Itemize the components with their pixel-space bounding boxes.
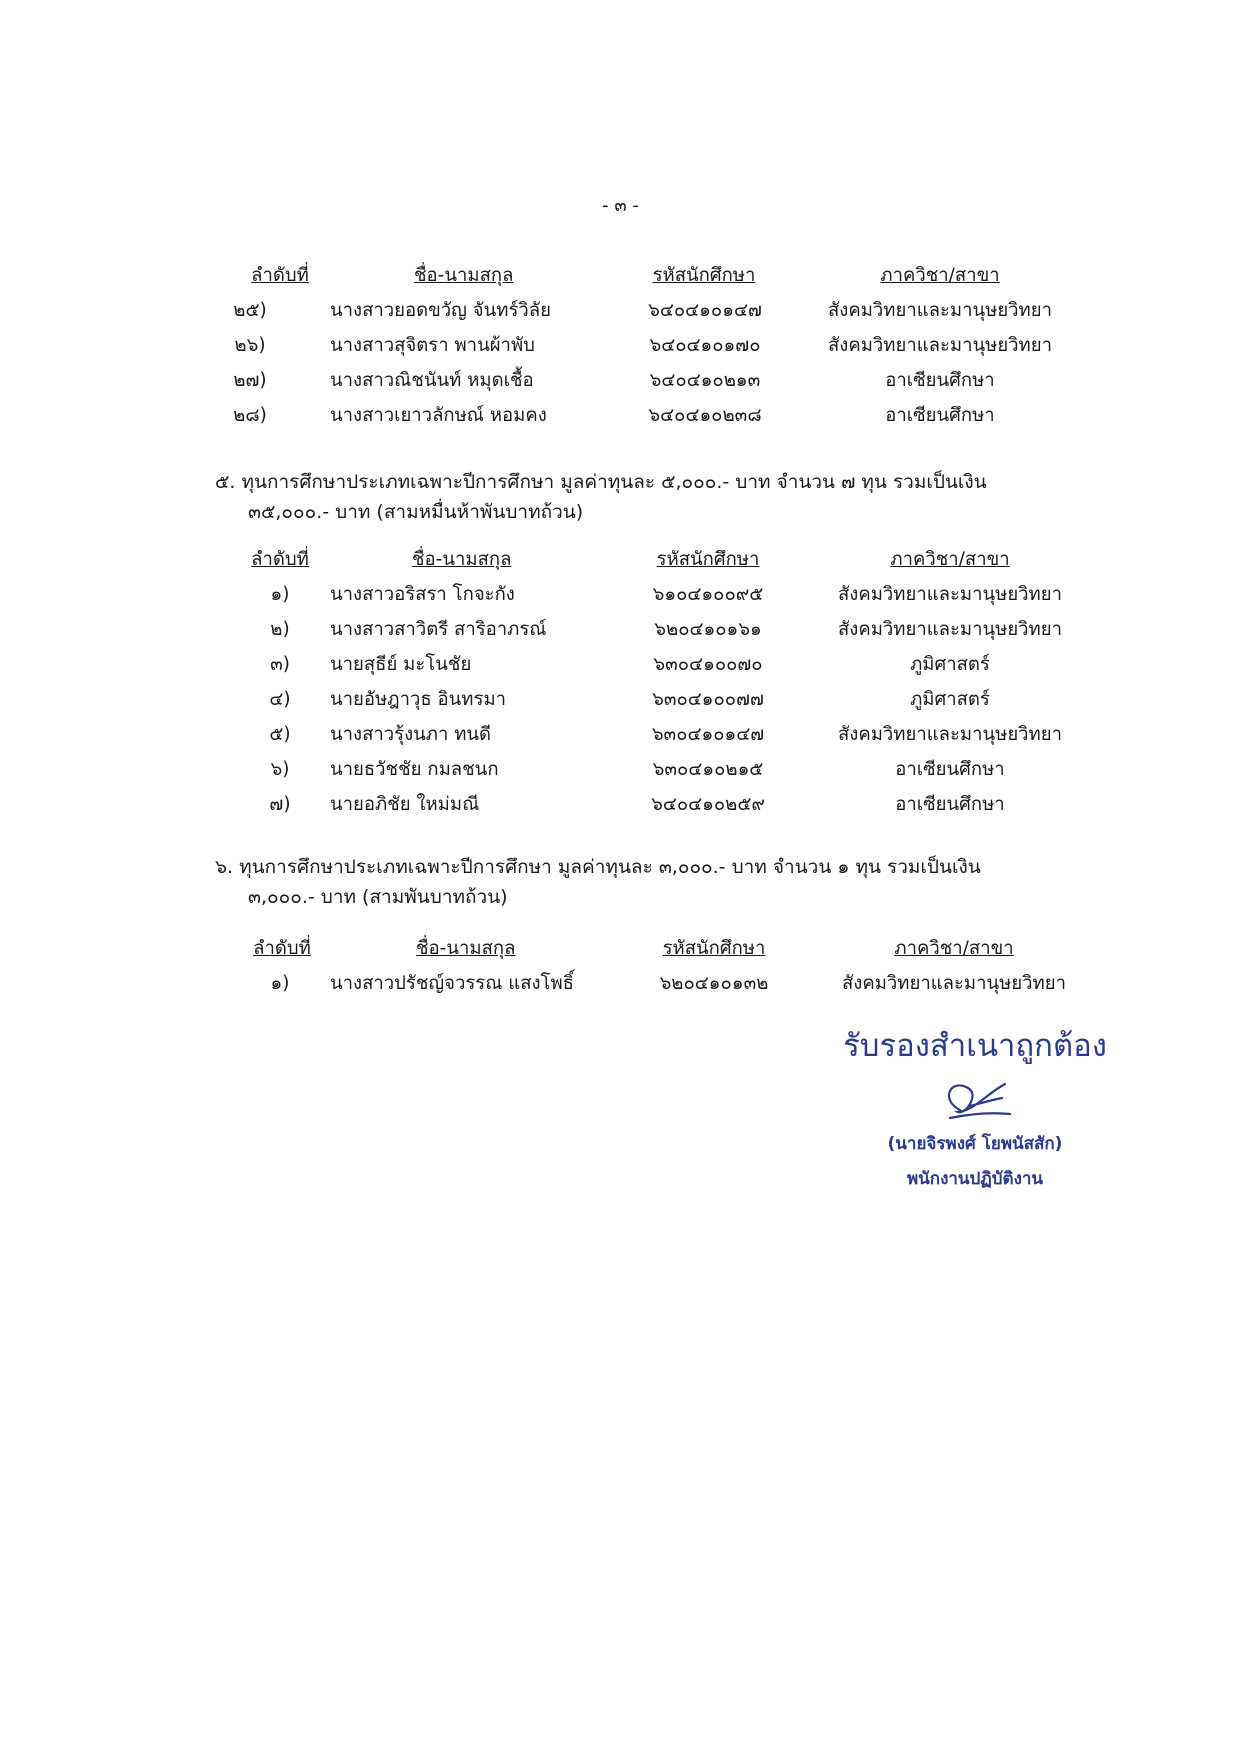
table-section-5 [0,539,1241,819]
table-row: ๑) นางสาวอริสรา โกจะกัง ๖๑๐๔๑๐๐๙๕ สังคมวิทยาและมานุษยวิทยา [270,584,1062,605]
certify-role: พนักงานปฏิบัติงาน [906,1169,1044,1189]
section-5-line-1: ๕. ทุนการศึกษาประเภทเฉพาะปีการศึกษา มูลค่าทุนละ ๕,๐๐๐.- บาท จำนวน ๗ ทุน รวมเป็นเงิน [215,471,987,493]
certify-title: รับรองสำเนาถูกต้อง [843,1028,1107,1064]
table-row: ๖) นายธวัชชัย กมลชนก ๖๓๐๔๑๐๒๑๕ อาเซียนศึกษา [270,759,1005,780]
table-row: ๒๕) นางสาวยอดขวัญ จันทร์วิลัย ๖๔๐๔๑๐๑๔๗ สังคมวิทยาและมานุษยวิทยา [233,300,1052,321]
table-row: ๒๘) นางสาวเยาวลักษณ์ หอมคง ๖๔๐๔๑๐๒๓๘ อาเซียนศึกษา [233,405,995,426]
table-row: ๓) นายสุธีย์ มะโนชัย ๖๓๐๔๑๐๐๗๐ ภูมิศาสตร์ [270,654,990,675]
table-header: ลำดับที่ ชื่อ-นามสกุล รหัสนักศึกษา ภาควิชา/สาขา [251,549,1010,570]
table-section-6 [0,928,1241,998]
header-name: ชื่อ-นามสกุล [414,265,514,286]
header-department: ภาควิชา/สาขา [880,265,1000,286]
certify-name: (นายจิรพงศ์ โยพนัสสัก) [887,1134,1063,1154]
section-6-line-1: ๖. ทุนการศึกษาประเภทเฉพาะปีการศึกษา มูลค่าทุนละ ๓,๐๐๐.- บาท จำนวน ๑ ทุน รวมเป็นเงิน [215,856,981,878]
table-row: ๕) นางสาวรุ้งนภา ทนดี ๖๓๐๔๑๐๑๔๗ สังคมวิทยาและมานุษยวิทยา [269,724,1062,745]
table-row: ๒๖) นางสาวสุจิตรา พานผ้าพับ ๖๔๐๔๑๐๑๗๐ สังคมวิทยาและมานุษยวิทยา [234,335,1052,356]
table-header: ลำดับที่ ชื่อ-นามสกุล รหัสนักศึกษา ภาควิชา/สาขา [253,938,1014,959]
table-row: ๒) นางสาวสาวิตรี สาริอาภรณ์ ๖๒๐๔๑๐๑๖๑ สังคมวิทยาและมานุษยวิทยา [270,619,1062,640]
table-header [0,255,1241,290]
table-row: ๑) นางสาวปรัชญ์จวรรณ แสงโพธิ์ ๖๒๐๔๑๐๑๓๒ สังคมวิทยาและมานุษยวิทยา [270,973,1066,994]
table-row: ๗) นายอภิชัย ใหม่มณี ๖๔๐๔๑๐๒๕๙ อาเซียนศึกษา [269,794,1005,815]
certification-block [820,1020,1130,1192]
section-5-line-2: ๓๕,๐๐๐.- บาท (สามหมื่นห้าพันบาทถ้วน) [248,501,584,523]
header-index: ลำดับที่ [251,265,309,286]
signature-icon [930,1070,1020,1130]
page-number: - ๓ - [602,195,639,216]
section-6-line-2: ๓,๐๐๐.- บาท (สามพันบาทถ้วน) [248,886,508,908]
section-6-heading [215,852,1095,912]
section-5-heading [215,467,1095,527]
table-continued [0,255,1241,430]
header-student-id: รหัสนักศึกษา [652,265,756,286]
table-row: ๒๗) นางสาวณิชนันท์ หมุดเชื้อ ๖๔๐๔๑๐๒๑๓ อาเซียนศึกษา [233,370,995,391]
table-row: ๔) นายอัษฎาวุธ อินทรมา ๖๓๐๔๑๐๐๗๗ ภูมิศาสตร์ [269,689,990,710]
